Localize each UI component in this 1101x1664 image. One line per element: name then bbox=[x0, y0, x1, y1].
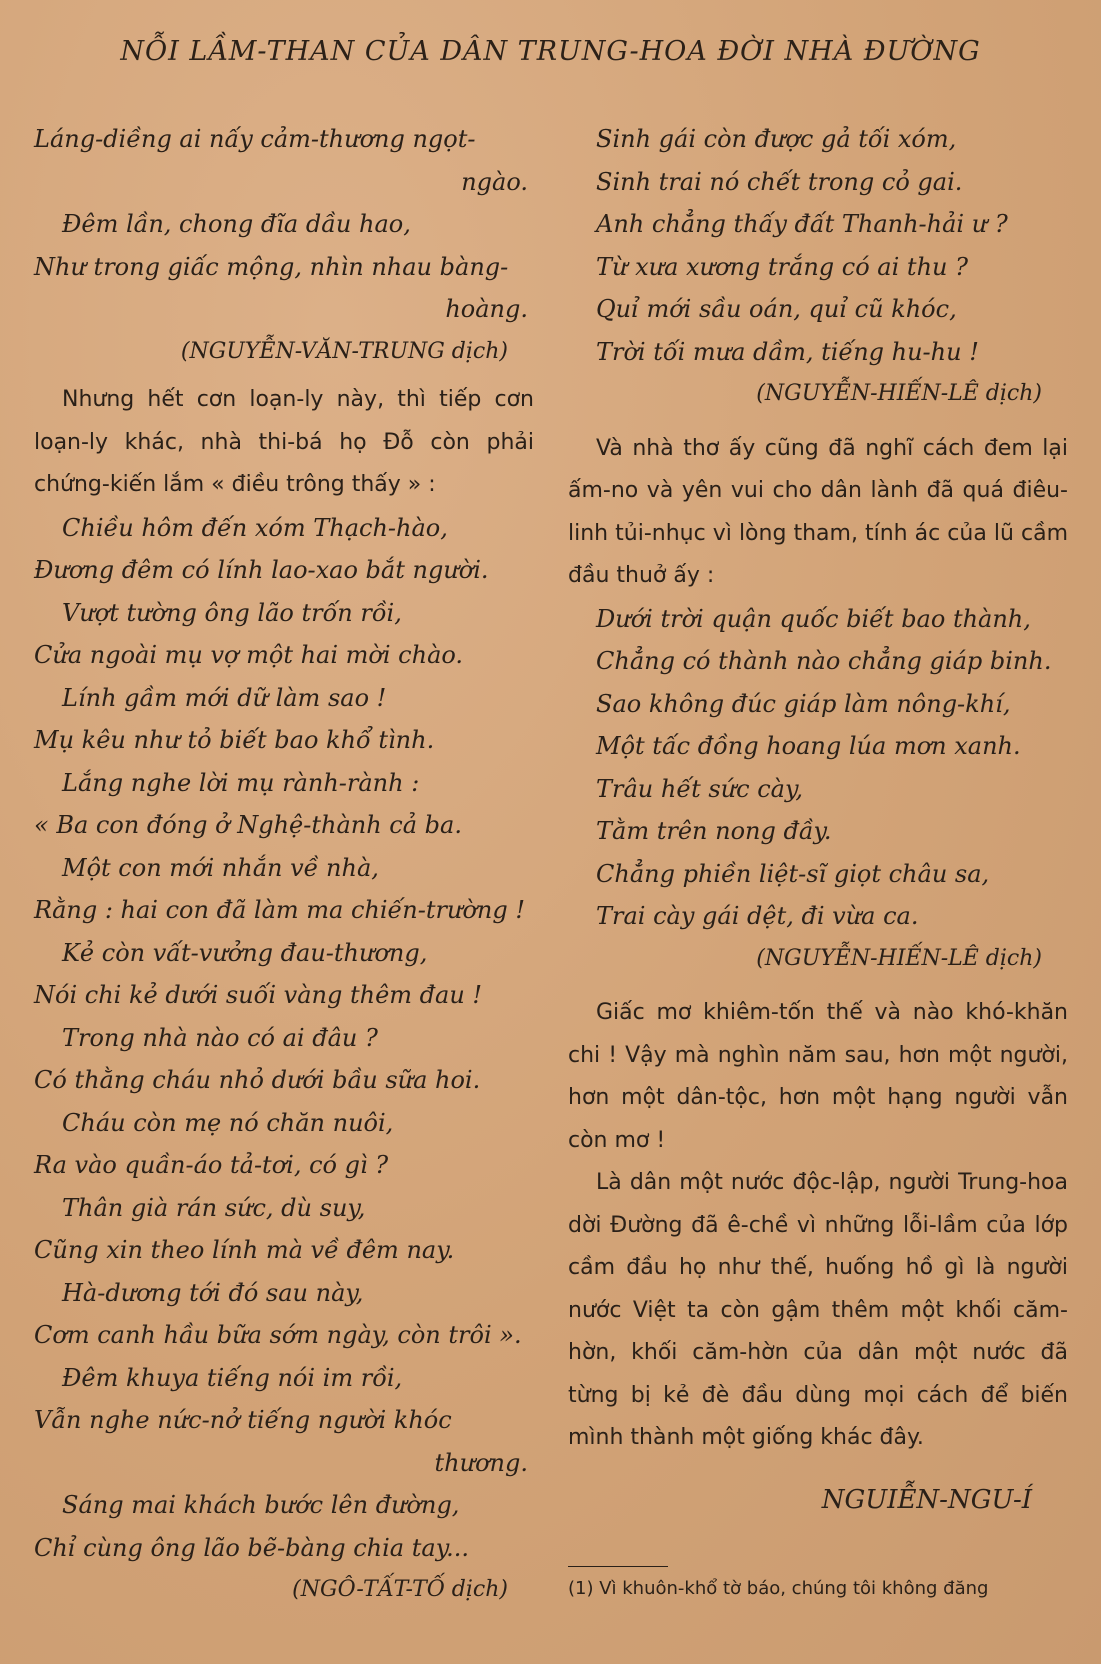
poem-line: Lính gầm mới dữ làm sao ! bbox=[62, 683, 387, 712]
poem-line-continuation: ngào. bbox=[461, 167, 528, 196]
thanh-hai-poem bbox=[568, 118, 1068, 373]
poem-line: Rằng : hai con đã làm ma chiến-trường ! bbox=[34, 896, 525, 924]
translator-credit: (NGUYỄN-VĂN-TRUNG dịch) bbox=[180, 338, 508, 364]
poem-line: Mụ kêu như tỏ biết bao khổ tình. bbox=[34, 726, 435, 754]
poem-line: Trời tối mưa dầm, tiếng hu-hu ! bbox=[596, 337, 979, 366]
poem-line: Một con mới nhắn về nhà, bbox=[62, 853, 379, 882]
poem-line: Đương đêm có lính lao-xao bắt người. bbox=[34, 556, 489, 584]
footnote-divider bbox=[568, 1566, 668, 1567]
poem-line: Sáng mai khách bước lên đường, bbox=[62, 1491, 460, 1519]
poem-line: Chẳng có thành nào chẳng giáp binh. bbox=[596, 647, 1052, 675]
poem-line: Ra vào quần-áo tả-tơi, có gì ? bbox=[34, 1151, 389, 1179]
prose-paragraph: Nhưng hết cơn loạn-ly này, thì tiếp cơn loạn-ly khác, nhà thi-bá họ Đỗ còn phải chứng-kiến lắm « điều trông thấy » : bbox=[34, 387, 534, 497]
right-column bbox=[568, 118, 1068, 1603]
poem-line: Nói chi kẻ dưới suối vàng thêm đau ! bbox=[34, 981, 483, 1009]
page-header-title: NỖI LẦM-THAN CỦA DÂN TRUNG-HOA ĐỜI NHÀ ĐƯỜNG bbox=[120, 36, 981, 67]
author-signature: NGUIỄN-NGU-Í bbox=[821, 1484, 1032, 1515]
footnote: (1) Vì khuôn-khổ tờ báo, chúng tôi không đăng bbox=[568, 1577, 989, 1599]
poem-line: Sao không đúc giáp làm nông-khí, bbox=[596, 689, 1011, 718]
poem-line: Cơm canh hầu bữa sớm ngày, còn trôi ». bbox=[34, 1321, 522, 1349]
poem-line: Cháu còn mẹ nó chăn nuôi, bbox=[62, 1108, 394, 1137]
left-column bbox=[34, 118, 534, 1612]
poem-line: Lắng nghe lời mụ rành-rành : bbox=[62, 768, 420, 797]
prose-paragraph: Giấc mơ khiêm-tốn thế và nào khó-khăn chi ! Vậy mà nghìn năm sau, hơn một người, hơn một dân-tộc, hơn một hạng người vẫn còn mơ ! bbox=[568, 1000, 1068, 1153]
poem-line: Trong nhà nào có ai đâu ? bbox=[62, 1023, 378, 1052]
poem-line: Đêm lần, chong đĩa dầu hao, bbox=[62, 210, 411, 238]
opening-poem bbox=[34, 118, 534, 331]
poem-line-continuation: hoàng. bbox=[445, 295, 528, 323]
poem-line: Chỉ cùng ông lão bẽ-bàng chia tay... bbox=[34, 1533, 469, 1562]
poem-line: Một tấc đồng hoang lúa mơn xanh. bbox=[596, 732, 1021, 760]
poem-line: Sinh trai nó chết trong cỏ gai. bbox=[596, 167, 963, 196]
poem-line: Trâu hết sức cày, bbox=[596, 774, 803, 803]
poem-line: Quỉ mới sầu oán, quỉ cũ khóc, bbox=[596, 295, 957, 323]
prose-paragraph: Và nhà thơ ấy cũng đã nghĩ cách đem lại ấm-no và yên vui cho dân lành đã quá điêu-linh tủi-nhục vì lòng tham, tính ác của lũ cầm đầu thuở ấy : bbox=[568, 435, 1068, 588]
translator-credit: (NGUYỄN-HIẾN-LÊ dịch) bbox=[756, 945, 1042, 971]
poem-line: Kẻ còn vất-vưởng đau-thương, bbox=[62, 938, 428, 967]
poem-line: Thân già rán sức, dù suy, bbox=[62, 1193, 366, 1222]
poem-line: Chẳng phiền liệt-sĩ giọt châu sa, bbox=[596, 859, 990, 888]
poem-line: Vượt tường ông lão trốn rồi, bbox=[62, 598, 402, 627]
poem-line: Từ xưa xương trắng có ai thu ? bbox=[596, 252, 968, 281]
poem-line: Vẫn nghe nức-nở tiếng người khóc bbox=[34, 1406, 452, 1434]
poem-line: Đêm khuya tiếng nói im rồi, bbox=[62, 1363, 403, 1392]
poem-line: Anh chẳng thấy đất Thanh-hải ư ? bbox=[596, 210, 1008, 238]
poem-line: Hà-dương tới đó sau này, bbox=[62, 1278, 364, 1307]
poem-line: Có thằng cháu nhỏ dưới bầu sữa hoi. bbox=[34, 1066, 481, 1094]
poem-line: Cửa ngoài mụ vợ một hai mời chào. bbox=[34, 641, 464, 669]
translator-credit: (NGÔ-TẤT-TỐ dịch) bbox=[292, 1577, 508, 1602]
poem-line: Trai cày gái dệt, đi vừa ca. bbox=[596, 902, 919, 930]
prose-paragraph: Là dân một nước độc-lập, người Trung-hoa dời Đường đã ê-chề vì những lỗi-lầm của lớp cầm đầu họ như thế, huống hồ gì là người nước Việt ta còn gậm thêm một khối căm-hờn, khối căm-hờn của dân một nước đã từng bị kẻ đè đầu dùng mọi cách để biến mình thành một giống khác đây. bbox=[568, 1170, 1068, 1450]
poem-line: « Ba con đóng ở Nghệ-thành cả ba. bbox=[34, 811, 462, 839]
poem-line: Chiều hôm đến xóm Thạch-hào, bbox=[62, 513, 448, 542]
poem-line: Cũng xin theo lính mà về đêm nay. bbox=[34, 1236, 455, 1264]
thach-hao-poem bbox=[34, 507, 534, 1570]
peace-poem bbox=[568, 598, 1068, 938]
poem-line: Như trong giấc mộng, nhìn nhau bàng- bbox=[34, 252, 509, 281]
poem-line: Dưới trời quận quốc biết bao thành, bbox=[596, 604, 1031, 633]
translator-credit: (NGUYỄN-HIẾN-LÊ dịch) bbox=[756, 381, 1042, 406]
poem-line: Sinh gái còn được gả tối xóm, bbox=[596, 125, 957, 153]
poem-line-continuation: thương. bbox=[434, 1448, 528, 1477]
poem-line: Láng-diềng ai nấy cảm-thương ngọt- bbox=[34, 125, 476, 153]
poem-line: Tằm trên nong đầy. bbox=[596, 817, 832, 845]
